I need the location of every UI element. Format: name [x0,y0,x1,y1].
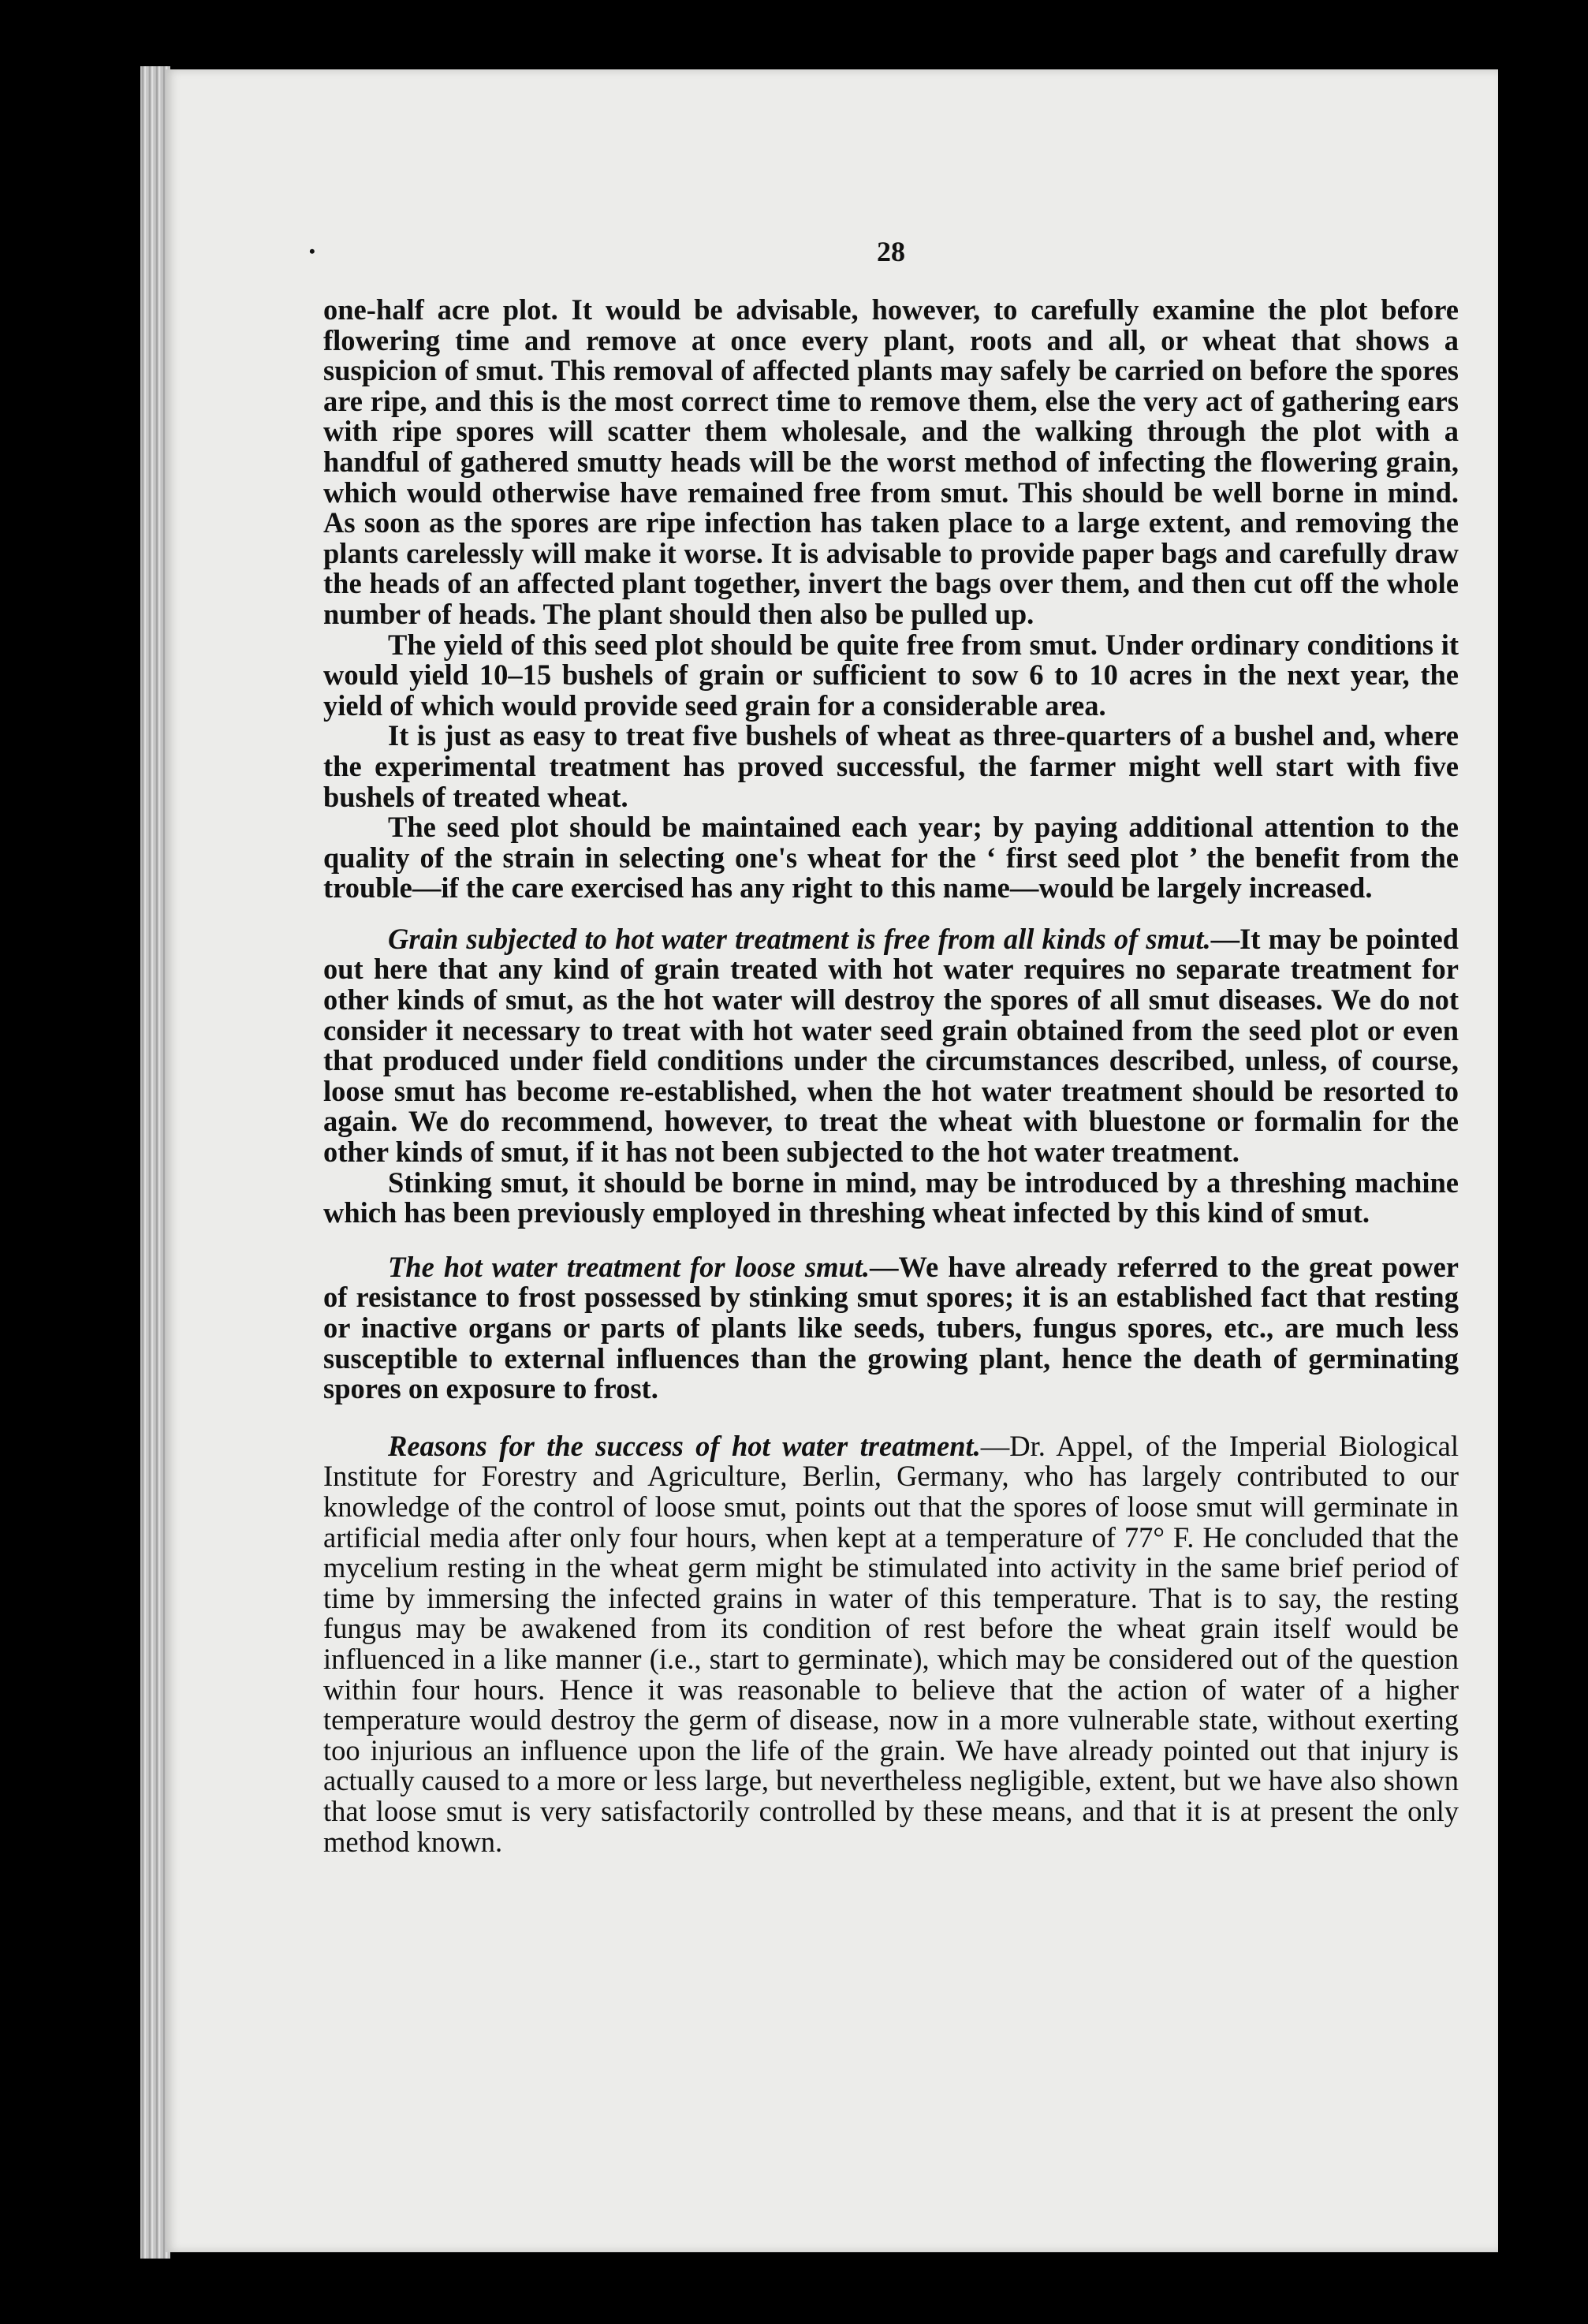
paragraph-five-bushels: It is just as easy to treat five bushels of wheat as three-quarters of a bushel and, where the experimental treatment has proved successful, the farmer might well start with five bushels of treated wheat. [323,719,1459,813]
section-heading-all-smut: Grain subjected to hot water treatment is free from all kinds of smut. [388,922,1211,955]
paragraph-seed-plot-removal: one-half acre plot. It would be advisable, however, to carefully examine the plot before flowering time and remove at once every plant, roots and all, or wheat that shows a suspicion of smut. This removal of affected plants may safely be carried on before the spores are ripe, and this is the most correct time to remove them, else the very act of gathering ears with ripe spores will scatter them wholesale, and the walking through the plot with a handful of gathered smutty heads will be the worst method of infecting the flowering grain, which would otherwise have remained free from smut. This should be well borne in mind. As soon as the spores are ripe infection has taken place to a large extent, and removing the plants carelessly will make it worse. It is advisable to provide paper bags and carefully draw the heads of an affected plant together, invert the bags over them, and then cut off the whole number of heads. The plant should then also be pulled up. [323,293,1459,630]
section-heading-loose-smut: The hot water treatment for loose smut. [388,1250,870,1283]
loose-smut-section [323,1252,1459,1404]
paragraph-reasons [323,1431,1459,1857]
seed-plot-section [323,295,1459,904]
paragraph-loose-smut [323,1252,1459,1404]
page-content [309,235,1459,1858]
book-page [166,69,1498,2252]
section-heading-reasons: Reasons for the success of hot water treatment. [388,1429,981,1462]
paragraph-all-smut [323,924,1459,1168]
paragraph-maintain-plot: The seed plot should be maintained each year; by paying additional attention to the quality of the strain in selecting one's wheat for the ‘ first seed plot ’ the benefit from the trouble—if the care exercised has any right to this name—would be largely increased. [323,811,1459,905]
section-body-all-smut: —It may be pointed out here that any kind of grain treated with hot water requires no separate treatment for other kinds of smut, as the hot water will destroy the spores of all smut diseases. We do not consider it necessary to treat with hot water seed grain obtained from the seed plot or even that produced under field conditions under the circumstances described, unless, of course, loose smut has become re-established, when the hot water treatment should be resorted to again. We do recommend, however, to treat the wheat with bluestone or formalin for the other kinds of smut, if it has not been subjected to the hot water treatment. [323,922,1459,1169]
reasons-section [323,1431,1459,1857]
paragraph-seed-plot-yield: The yield of this seed plot should be quite free from smut. Under ordinary conditions it would yield 10–15 bushels of grain or sufficient to sow 6 to 10 acres in the next year, the yield of which would provide seed grain for a considerable area. [323,628,1459,722]
page-number-header [309,235,1459,268]
section-body-reasons: —Dr. Appel, of the Imperial Biological Institute for Forestry and Agriculture, Berlin, Germany, who has largely contributed to our knowledge of the control of loose smut, points out that the spores of loose smut will germinate in artificial media after only four hours, when kept at a temperature of 77° F. He concluded that the mycelium resting in the wheat germ might be stimulated into activity in the same brief period of time by immersing the infected grains in water of this temperature. That is to say, the resting fungus may be awakened from its condition of rest before the wheat grain itself would be influenced in a like manner (i.e., start to germinate), which may be considered out of the question within four hours. Hence it was reasonable to believe that the action of water of a higher temperature would destroy the germ of disease, now in a more vulnerable state, without exerting too injurious an influence upon the life of the grain. We have already pointed out that injury is actually caused to a more or less large, but nevertheless negligible, extent, but we have also shown that loose smut is very satisfactorily controlled by these means, and that it is at present the only method known. [323,1429,1459,1858]
paragraph-threshing-machine: Stinking smut, it should be borne in mind, may be introduced by a threshing machine which has been previously employed in threshing wheat infected by this kind of smut. [323,1166,1459,1229]
hot-water-all-smut-section [323,924,1459,1229]
section-body-loose-smut: —We have already referred to the great power of resistance to frost possessed by stinking smut spores; it is an established fact that resting or inactive organs or parts of plants like seeds, tubers, fungus spores, etc., are much less susceptible to external influences than the growing plant, hence the death of germinating spores on exposure to frost. [323,1250,1459,1405]
corner-mark: • [309,241,315,261]
page-number: 28 [877,236,905,267]
